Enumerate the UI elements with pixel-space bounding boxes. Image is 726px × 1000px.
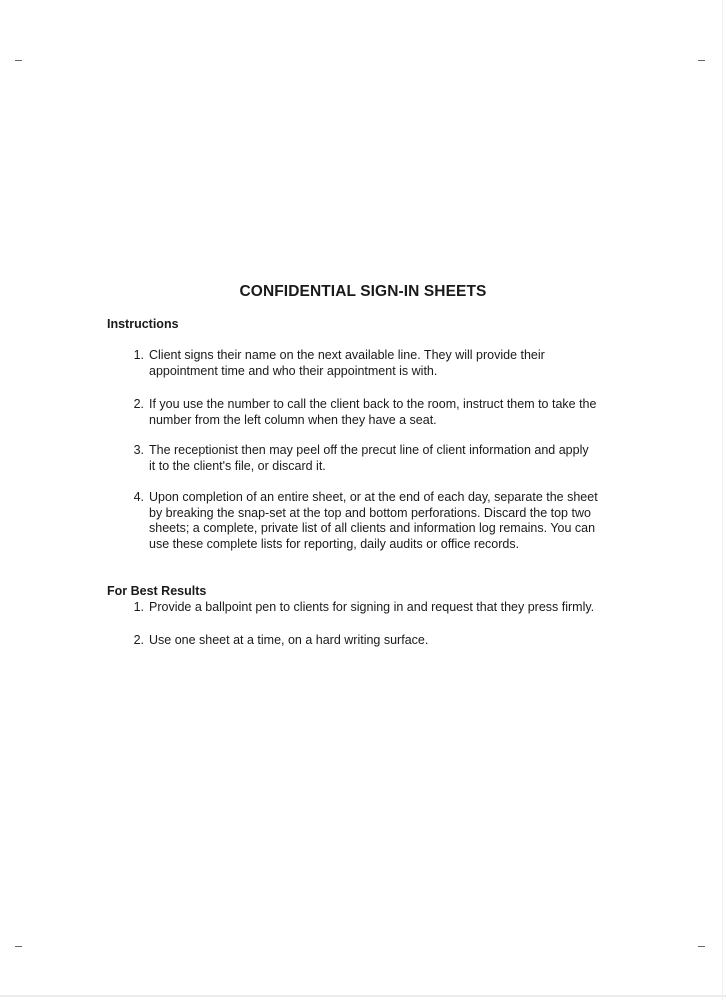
item-text: The receptionist then may peel off the precut line of client information and apply it to the client's file, or discard it. xyxy=(149,443,589,473)
item-text: Upon completion of an entire sheet, or at the end of each day, separate the sheet by breaking the snap-set at the top and bottom perforations. Discard the top two sheets; a complete, private list of all clients and information log remains. You can use these complete lists for reporting, daily audits or office records. xyxy=(149,490,598,551)
crop-mark-bottom-left xyxy=(15,946,22,947)
item-number: 3. xyxy=(133,443,144,457)
item-number: 1. xyxy=(133,600,144,614)
item-text: Use one sheet at a time, on a hard writing surface. xyxy=(149,633,429,647)
crop-mark-top-left xyxy=(15,60,22,61)
instruction-item xyxy=(128,490,598,552)
item-text: Provide a ballpoint pen to clients for signing in and request that they press firmly. xyxy=(149,600,595,614)
instruction-item xyxy=(128,397,598,428)
page-edge-bottom xyxy=(0,995,726,997)
item-number: 1. xyxy=(133,348,144,362)
item-number: 2. xyxy=(133,397,144,411)
item-number: 2. xyxy=(133,633,144,647)
instructions-heading: Instructions xyxy=(107,317,179,331)
best-results-item xyxy=(128,633,598,649)
item-text: If you use the number to call the client back to the room, instruct them to take the number from the left column when they have a seat. xyxy=(149,397,597,427)
crop-mark-bottom-right xyxy=(698,946,705,947)
best-results-item xyxy=(128,600,598,616)
instruction-item xyxy=(128,443,598,474)
item-number: 4. xyxy=(133,490,144,504)
page-edge-right xyxy=(722,0,723,1000)
instruction-item xyxy=(128,348,598,379)
document-title: CONFIDENTIAL SIGN-IN SHEETS xyxy=(239,283,487,300)
crop-mark-top-right xyxy=(698,60,705,61)
best-results-heading: For Best Results xyxy=(107,584,207,598)
item-text: Client signs their name on the next available line. They will provide their appointment time and who their appointment is with. xyxy=(149,348,545,378)
